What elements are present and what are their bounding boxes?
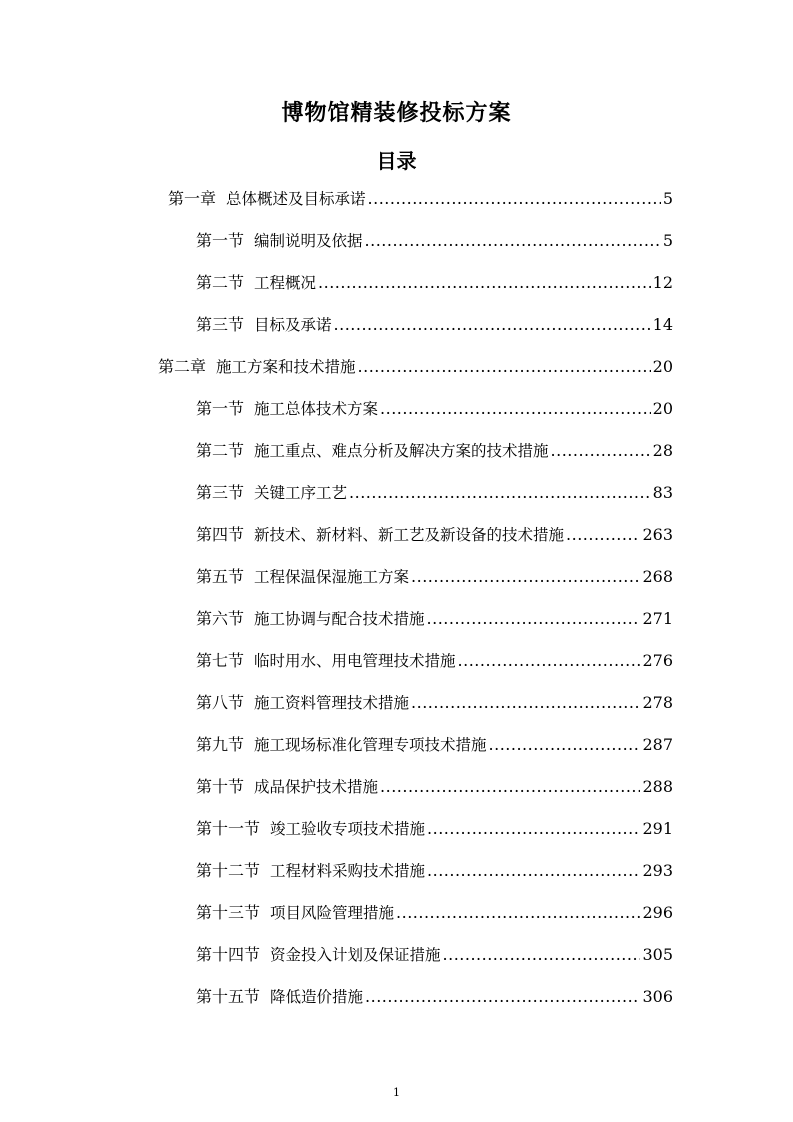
toc-entry-number: 第七节 [196, 651, 245, 670]
toc-entry[interactable] [196, 892, 673, 934]
toc-entry-page: 5 [662, 189, 673, 208]
toc-entry-title: 目标及承诺 [254, 316, 332, 334]
toc-entry-page: 287 [642, 735, 673, 754]
toc-entry-title: 成品保护技术措施 [254, 778, 379, 796]
toc-entry-number: 第六节 [196, 609, 245, 628]
toc-entry-title: 工程保温保湿施工方案 [254, 568, 410, 586]
toc-entry-number: 第八节 [196, 693, 245, 712]
toc-entry-number: 第二节 [196, 273, 245, 292]
toc-dot-leader [427, 598, 641, 640]
toc-entry[interactable] [196, 388, 673, 430]
toc-entry-title: 关键工序工艺 [254, 484, 348, 502]
toc-dot-leader [358, 346, 651, 388]
toc-entry-page: 293 [642, 861, 673, 880]
toc-entry-page: 20 [652, 357, 673, 376]
toc-entry[interactable] [158, 346, 673, 388]
toc-dot-leader [489, 724, 641, 766]
toc-entry-number: 第三节 [196, 315, 245, 334]
toc-entry-number: 第十节 [196, 777, 245, 796]
toc-dot-leader [380, 766, 640, 808]
toc-entry[interactable] [196, 220, 673, 262]
toc-entry[interactable] [196, 850, 673, 892]
toc-entry[interactable] [196, 304, 673, 346]
toc-entry-title: 施工方案和技术措施 [216, 358, 356, 376]
toc-entry-number: 第四节 [196, 525, 245, 544]
toc-entry-page: 20 [652, 399, 673, 418]
toc-dot-leader [443, 934, 641, 976]
toc-entry-page: 288 [642, 777, 673, 796]
toc-entry-page: 263 [642, 525, 673, 544]
toc-entry-page: 14 [652, 315, 673, 334]
toc-entry-title: 工程材料采购技术措施 [270, 862, 426, 880]
toc-entry[interactable] [196, 262, 673, 304]
toc-entry-number: 第二节 [196, 441, 245, 460]
toc-entry-number: 第九节 [196, 735, 245, 754]
toc-entry-title: 施工现场标准化管理专项技术措施 [254, 736, 487, 754]
toc-entry-title: 施工总体技术方案 [254, 400, 379, 418]
toc-entry[interactable] [196, 472, 673, 514]
toc-entry-title: 资金投入计划及保证措施 [270, 946, 441, 964]
toc-entry-title: 总体概述及目标承诺 [226, 190, 366, 208]
toc-entry-number: 第十三节 [196, 903, 261, 922]
toc-entry-page: 28 [652, 441, 673, 460]
toc-entry-page: 268 [642, 567, 673, 586]
toc-entry-title: 施工资料管理技术措施 [254, 694, 410, 712]
toc-entry-page: 278 [642, 693, 673, 712]
toc-dot-leader [427, 850, 640, 892]
toc-entry-title: 竣工验收专项技术措施 [270, 820, 426, 838]
toc-entry-number: 第一节 [196, 231, 245, 250]
toc-entry-number: 第一章 [168, 189, 217, 208]
toc-dot-leader [411, 556, 640, 598]
toc-dot-leader [349, 472, 651, 514]
toc-dot-leader [334, 304, 651, 346]
toc-entry-page: 291 [642, 819, 673, 838]
toc-entry-page: 5 [662, 231, 673, 250]
toc-dot-leader [396, 892, 640, 934]
document-title: 博物馆精装修投标方案 [281, 101, 512, 126]
toc-entry-page: 306 [642, 987, 673, 1006]
toc-entry-number: 第三节 [196, 483, 245, 502]
toc-entry[interactable] [196, 598, 673, 640]
toc-entry-page: 276 [642, 651, 673, 670]
toc-entry-number: 第十二节 [196, 861, 261, 880]
toc-entry-number: 第十一节 [196, 819, 261, 838]
toc-entry[interactable] [196, 514, 673, 556]
toc-entry-page: 296 [642, 903, 673, 922]
toc-dot-leader [365, 976, 640, 1018]
toc-dot-leader [368, 178, 661, 220]
toc-dot-leader [458, 640, 641, 682]
toc-entry-title: 工程概况 [254, 274, 317, 292]
toc-entry[interactable] [196, 808, 673, 850]
toc-heading: 目录 [376, 149, 417, 173]
toc-entry-page: 83 [652, 483, 673, 502]
toc-entry-number: 第十四节 [196, 945, 261, 964]
toc-dot-leader [551, 430, 651, 472]
toc-entry[interactable] [196, 934, 673, 976]
toc-entry-title: 施工重点、难点分析及解决方案的技术措施 [254, 442, 549, 460]
toc-entry-title: 降低造价措施 [270, 988, 364, 1006]
toc-entry-title: 临时用水、用电管理技术措施 [254, 652, 456, 670]
toc-entry-title: 施工协调与配合技术措施 [254, 610, 425, 628]
toc-entry-page: 271 [642, 609, 673, 628]
toc-entry[interactable] [196, 682, 673, 724]
toc-dot-leader [318, 262, 651, 304]
toc-entry-title: 新技术、新材料、新工艺及新设备的技术措施 [254, 526, 565, 544]
toc-entry-number: 第五节 [196, 567, 245, 586]
toc-entry-title: 编制说明及依据 [254, 232, 363, 250]
toc-entry[interactable] [196, 976, 673, 1018]
toc-entry[interactable] [196, 724, 673, 766]
toc-entry[interactable] [196, 430, 673, 472]
toc-entry[interactable] [196, 766, 673, 808]
toc-entry[interactable] [196, 640, 673, 682]
toc-entry-number: 第二章 [158, 357, 207, 376]
toc-entry[interactable] [168, 178, 673, 220]
toc-entry-title: 项目风险管理措施 [270, 904, 395, 922]
page-number: 1 [393, 1086, 400, 1099]
toc-entry-number: 第十五节 [196, 987, 261, 1006]
toc-dot-leader [411, 682, 640, 724]
toc-entry-number: 第一节 [196, 399, 245, 418]
toc-entry-page: 305 [642, 945, 673, 964]
toc-dot-leader [365, 220, 661, 262]
toc-entry[interactable] [196, 556, 673, 598]
toc-dot-leader [380, 388, 651, 430]
toc-dot-leader [566, 514, 640, 556]
toc-dot-leader [427, 808, 640, 850]
toc-entry-page: 12 [652, 273, 673, 292]
